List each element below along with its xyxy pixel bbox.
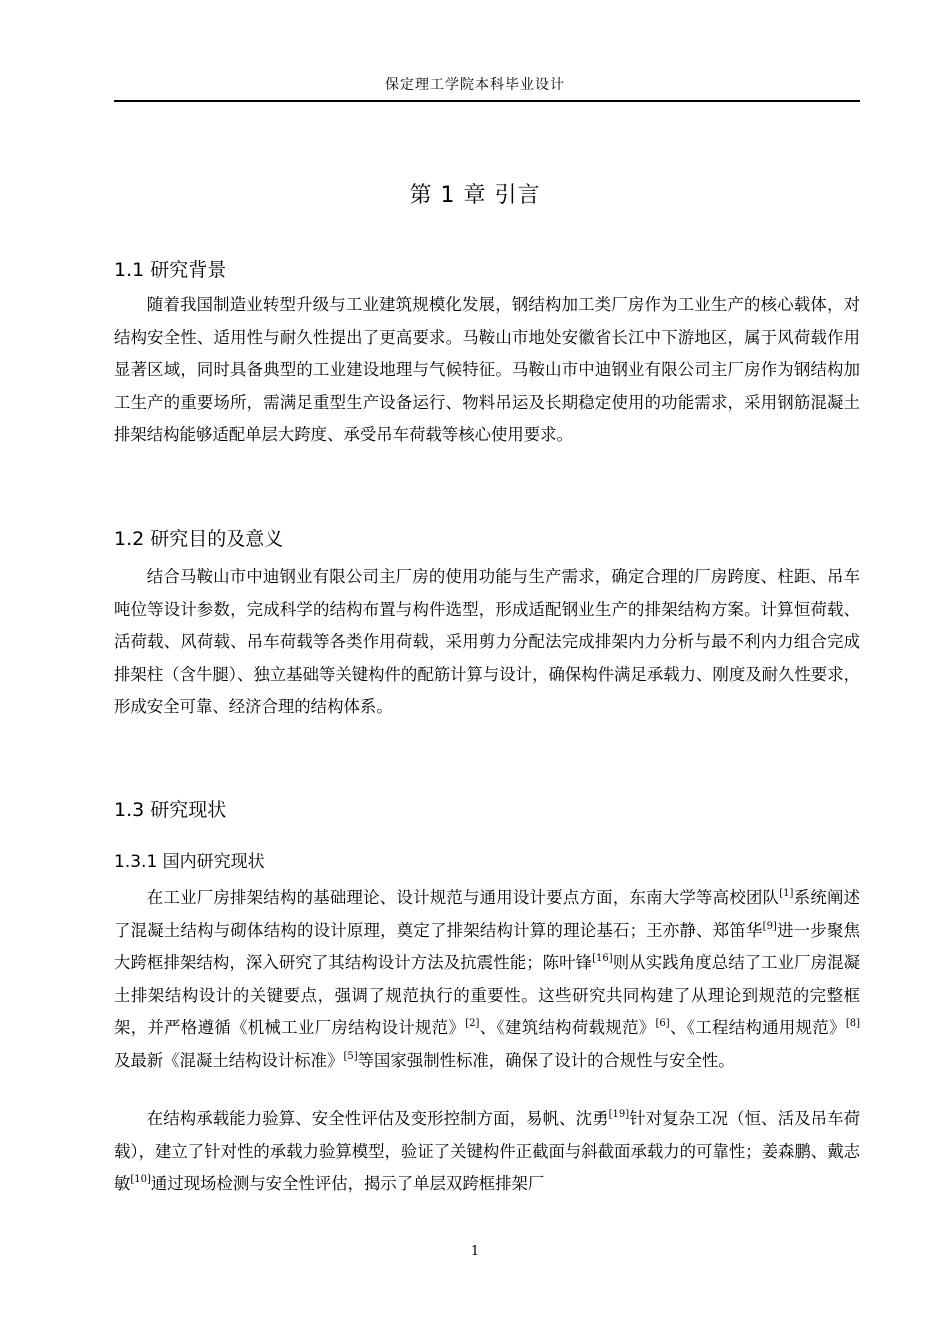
paragraph-research-purpose: 结合马鞍山市中迪钢业有限公司主厂房的使用功能与生产需求，确定合理的厂房跨度、柱距、吊车吨位等设计参数，完成科学的结构布置与构件选型，形成适配钢业生产的排架结构方案。计算恒荷载、活荷载、风荷载、吊车荷载等各类作用荷载，采用剪力分配法完成排架内力分析与最不利内力组合完成排架柱（含牛腿）、独立基础等关键构件的配筋计算与设计，确保构件满足承载力、刚度及耐久性要求，形成安全可靠、经济合理的结构体系。 [114,567,860,716]
chapter-title: 第 1 章 引言 [409,183,541,208]
text-run: 通过现场检测与安全性评估，揭示了单层双跨框排架厂 [150,1174,545,1193]
paragraph-domestic-research-2 [114,1103,860,1201]
citation-ref: [8] [845,1018,860,1029]
paragraph-research-background: 随着我国制造业转型升级与工业建筑规模化发展，钢结构加工类厂房作为工业生产的核心载体，对结构安全性、适用性与耐久性提出了更高要求。马鞍山市地处安徽省长江中下游地区，属于风荷载作用显著区域，同时具备典型的工业建设地理与气候特征。马鞍山市中迪钢业有限公司主厂房作为钢结构加工生产的重要场所，需满足重型生产设备运行、物料吊运及长期稳定使用的功能需求，采用钢筋混凝土排架结构能够适配单层大跨度、承受吊车荷载等核心使用要求。 [114,295,860,444]
text-run: 、《工程结构通用规范》 [669,1018,846,1037]
citation-ref: [1] [779,888,794,899]
subsection-heading-1-3-1: 1.3.1 国内研究现状 [114,852,265,872]
citation-ref: [2] [465,1018,480,1029]
citation-ref: [9] [762,920,777,932]
text-run: 、《建筑结构荷载规范》 [479,1018,656,1037]
text-run: 在工业厂房排架结构的基础理论、设计规范与通用设计要点方面，东南大学等高校团队 [146,888,780,907]
section-heading-1-1: 1.1 研究背景 [114,259,227,281]
header-title: 保定理工学院本科毕业设计 [385,77,565,93]
citation-ref: [6] [655,1018,670,1029]
citation-ref: [19] [608,1109,630,1120]
section-heading-1-2: 1.2 研究目的及意义 [114,528,284,550]
text-run: 在结构承载能力验算、安全性评估及变形控制方面，易帆、沈勇 [146,1109,609,1128]
citation-ref: [5] [343,1050,358,1062]
section-heading-1-3: 1.3 研究现状 [114,799,227,821]
text-run: 及最新《混凝土结构设计标准》 [114,1050,344,1070]
page-number: 1 [470,1244,480,1259]
text-run: 针对复杂工况（恒、活及吊车荷载），建立了针对性的承载力验算模型，验证了关键构件正截面与斜截面承载力的可靠性；姜森鹏、戴志敏 [114,1109,860,1193]
text-run: 则从实践角度总结了工业厂房混凝土排架结构设计的关键要点，强调了规范执行的重要性。这些研究共同构建了从理论到规范的完整框架，并严格遵循《机械工业厂房结构设计规范》 [114,953,861,1037]
paragraph-domestic-research-1 [114,882,860,1077]
text-run: 进一步聚焦大跨框排架结构，深入研究了其结构设计方法及抗震性能；陈叶锋 [114,920,861,972]
citation-ref: [10] [130,1174,151,1185]
text-run: 等国家强制性标准，确保了设计的合规性与安全性。 [357,1050,735,1070]
citation-ref: [16] [592,953,613,964]
header-divider [114,100,860,102]
text-run: 系统阐述了混凝土结构与砌体结构的设计原理，奠定了排架结构计算的理论基石；王亦静、郑笛华 [114,888,861,940]
